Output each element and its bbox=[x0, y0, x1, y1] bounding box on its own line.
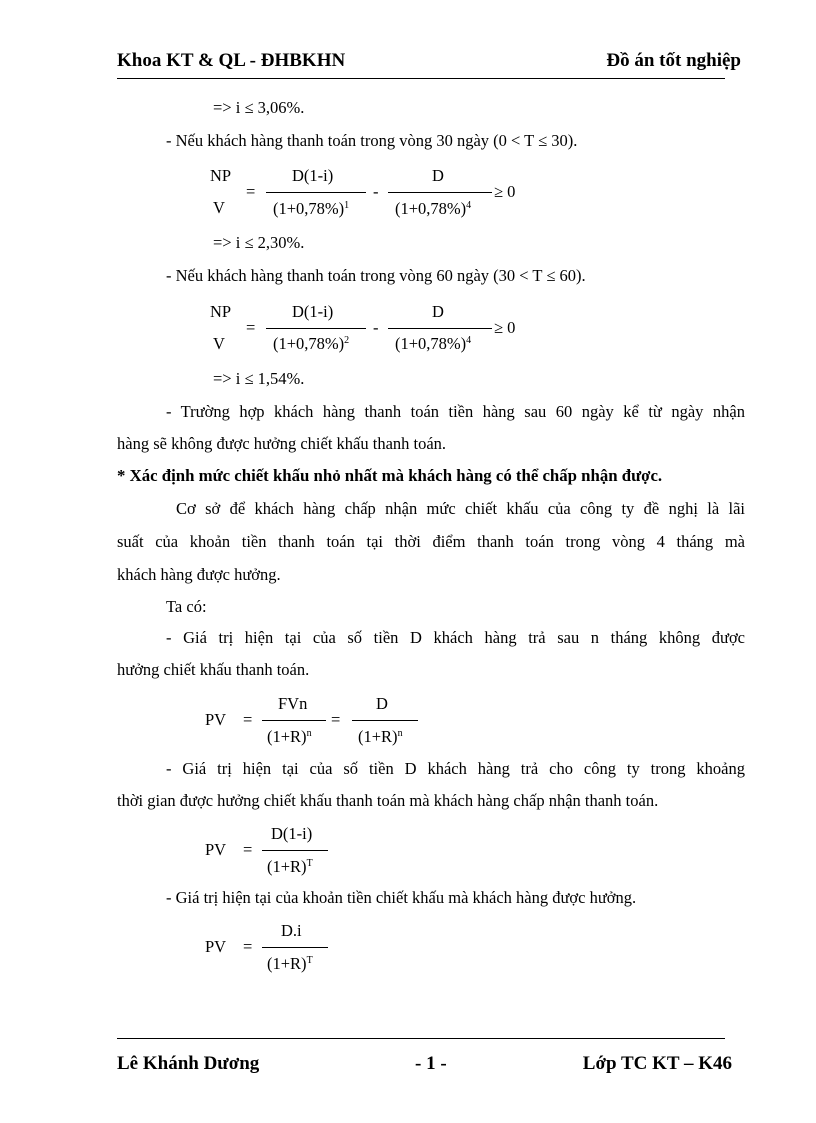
paragraph-line: - Giá trị hiện tại của số tiền D khách hàng trả sau n tháng không được bbox=[166, 628, 745, 647]
denominator: $(1+R)^T$ bbox=[267, 954, 313, 973]
footer-rule bbox=[117, 1038, 725, 1039]
numerator-2: D bbox=[432, 302, 444, 321]
denominator-2: $(1+0,78\%)^4$ bbox=[395, 199, 472, 218]
paragraph-line: hàng sẽ không được hưởng chiết khấu thanh toán. bbox=[117, 434, 447, 453]
bullet-60-days: - Nếu khách hàng thanh toán trong vòng 60 ngày (30 < T ≤ 60). bbox=[166, 266, 586, 285]
numerator-1: D(1-i) bbox=[292, 166, 334, 185]
bullet-30-days: - Nếu khách hàng thanh toán trong vòng 30 ngày (0 < T ≤ 30). bbox=[166, 131, 578, 150]
pv-label: PV bbox=[205, 840, 227, 859]
footer-class: Lớp TC KT – K46 bbox=[582, 1053, 732, 1074]
numerator: D(1-i) bbox=[271, 824, 313, 843]
equals-sign: = bbox=[243, 840, 253, 859]
fraction-bar bbox=[262, 850, 328, 851]
paragraph-line: - Giá trị hiện tại của số tiền D khách hàng trả cho công ty trong khoảng bbox=[166, 759, 745, 778]
numerator: D.i bbox=[281, 921, 302, 940]
denominator: $(1+R)^T$ bbox=[267, 857, 313, 876]
fraction-bar-1 bbox=[266, 192, 366, 193]
equals-sign: = bbox=[246, 318, 256, 337]
npv-label-np: NP bbox=[210, 302, 232, 321]
equals-sign: = bbox=[331, 710, 341, 729]
paragraph-line: khách hàng được hưởng. bbox=[117, 565, 281, 584]
result-line-2: => i ≤ 2,30%. bbox=[213, 233, 305, 252]
footer-author: Lê Khánh Dương bbox=[117, 1053, 260, 1074]
minus-sign: - bbox=[373, 182, 379, 201]
denominator-1: $(1+0,78\%)^2$ bbox=[273, 334, 350, 353]
numerator-1: D(1-i) bbox=[292, 302, 334, 321]
denominator-2: $(1+0,78\%)^4$ bbox=[395, 334, 472, 353]
header-left: Khoa KT & QL - ĐHBKHN bbox=[117, 50, 346, 71]
numerator-1: FVn bbox=[278, 694, 308, 713]
paragraph-line: Cơ sở để khách hàng chấp nhận mức chiết khấu của công ty đề nghị là lãi bbox=[176, 499, 745, 518]
equals-sign: = bbox=[243, 710, 253, 729]
denominator-1: $(1+R)^n$ bbox=[267, 727, 312, 746]
ta-co-label: Ta có: bbox=[166, 597, 207, 616]
equals-sign: = bbox=[243, 937, 253, 956]
section-heading: * Xác định mức chiết khấu nhỏ nhất mà khách hàng có thể chấp nhận được. bbox=[117, 466, 663, 485]
denominator-1: $(1+0,78\%)^1$ bbox=[273, 199, 350, 218]
inequality: ≥ 0 bbox=[494, 182, 516, 201]
fraction-bar-2 bbox=[388, 192, 492, 193]
npv-label-np: NP bbox=[210, 166, 232, 185]
equals-sign: = bbox=[246, 182, 256, 201]
numerator-2: D bbox=[432, 166, 444, 185]
fraction-bar-1 bbox=[266, 328, 366, 329]
paragraph-line: - Giá trị hiện tại của khoản tiền chiết khấu mà khách hàng được hưởng. bbox=[166, 888, 637, 907]
numerator-2: D bbox=[376, 694, 388, 713]
result-line-1: => i ≤ 3,06%. bbox=[213, 98, 305, 117]
pv-label: PV bbox=[205, 937, 227, 956]
fraction-bar-2 bbox=[388, 328, 492, 329]
header-right: Đồ án tốt nghiệp bbox=[606, 50, 741, 71]
inequality: ≥ 0 bbox=[494, 318, 516, 337]
npv-label-v: V bbox=[213, 198, 225, 217]
npv-label-v: V bbox=[213, 334, 225, 353]
fraction-bar-1 bbox=[262, 720, 326, 721]
minus-sign: - bbox=[373, 318, 379, 337]
fraction-bar-2 bbox=[352, 720, 418, 721]
denominator-2: $(1+R)^n$ bbox=[358, 727, 403, 746]
paragraph-line: suất của khoản tiền thanh toán tại thời điểm thanh toán trong vòng 4 tháng mà bbox=[117, 532, 745, 551]
paragraph-line: - Trường hợp khách hàng thanh toán tiền hàng sau 60 ngày kể từ ngày nhận bbox=[166, 402, 745, 421]
fraction-bar bbox=[262, 947, 328, 948]
pv-label: PV bbox=[205, 710, 227, 729]
result-line-3: => i ≤ 1,54%. bbox=[213, 369, 305, 388]
paragraph-line: thời gian được hưởng chiết khấu thanh toán mà khách hàng chấp nhận thanh toán. bbox=[117, 791, 659, 810]
page-number: - 1 - bbox=[415, 1053, 447, 1074]
paragraph-line: hưởng chiết khấu thanh toán. bbox=[117, 660, 310, 679]
header-rule bbox=[117, 78, 725, 79]
